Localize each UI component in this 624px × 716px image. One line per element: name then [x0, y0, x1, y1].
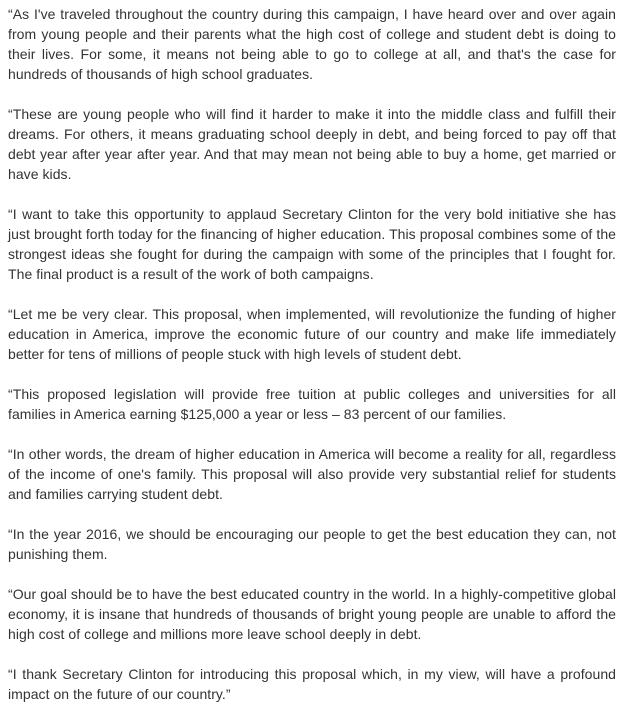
- paragraph-5: “This proposed legislation will provide free tuition at public colleges and universities for all families in America earning $125,000 a year or less – 83 percent of our families.: [8, 386, 616, 422]
- paragraph-6: “In other words, the dream of higher education in America will become a reality for all, regardless of the income of one's family. This proposal will also provide very substantial relief for students and families carrying student debt.: [8, 446, 616, 502]
- paragraph-1: “As I've traveled throughout the country during this campaign, I have heard over and over again from young people and their parents what the high cost of college and student debt is doing to their lives. For some, it means not being able to go to college at all, and that's the case for hundreds of thousands of high school graduates.: [8, 6, 616, 82]
- paragraph-2: “These are young people who will find it harder to make it into the middle class and fulfill their dreams. For others, it means graduating school deeply in debt, and being forced to pay off that debt year after year after year. And that may mean not being able to buy a home, get married or have kids.: [8, 106, 616, 182]
- paragraph-9: “I thank Secretary Clinton for introducing this proposal which, in my view, will have a profound impact on the future of our country.”: [8, 666, 616, 702]
- paragraph-8: “Our goal should be to have the best educated country in the world. In a highly-competitive global economy, it is insane that hundreds of thousands of bright young people are unable to afford the high cost of college and millions more leave school deeply in debt.: [8, 586, 616, 642]
- paragraph-3: “I want to take this opportunity to applaud Secretary Clinton for the very bold initiative she has just brought forth today for the financing of higher education. This proposal combines some of the strongest ideas she fought for during the campaign with some of the principles that I fought for. The final product is a result of the work of both campaigns.: [8, 206, 616, 282]
- paragraph-7: “In the year 2016, we should be encouraging our people to get the best education they can, not punishing them.: [8, 526, 616, 562]
- paragraph-4: “Let me be very clear. This proposal, when implemented, will revolutionize the funding of higher education in America, improve the economic future of our country and make life immediately better for tens of millions of people stuck with high levels of student debt.: [8, 306, 616, 362]
